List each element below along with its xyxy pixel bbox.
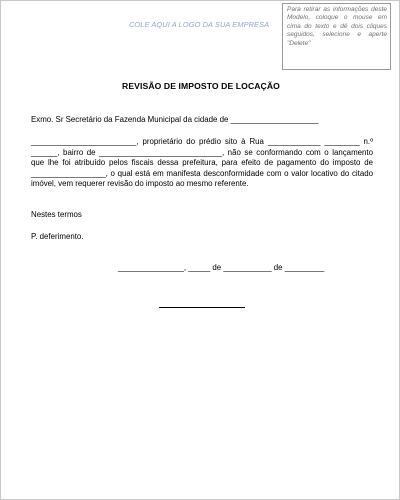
company-logo-placeholder: COLE AQUI A LOGO DA SUA EMPRESA xyxy=(129,20,270,29)
place-date-line: _______________, _____ de ___________ de _________ xyxy=(118,263,325,272)
template-instructions-box: Para retirar as informações deste Modelo, coloque o mouse em cima do texto e dê dois cliques seguidos, selecione e aperte "Delete" xyxy=(282,3,391,70)
signature-line xyxy=(159,307,245,308)
document-title: REVISÃO DE IMPOSTO DE LOCAÇÃO xyxy=(122,81,280,91)
request-body-paragraph: ________________________, proprietário do prédio sito à Rua ____________ ________ n.º ______, bairro de ____________________________, não se conformando com o lançamento que lhe foi atribuído pelos fiscais dessa prefeitura, para efeito de pagamento do imposto de _________________, o qual está em manifesta desconformidade com o valor locativo do citado imóvel, vem requerer revisão do imposto ao mesmo referente. xyxy=(31,137,373,189)
addressee-line: Exmo. Sr Secretário da Fazenda Municipal da cidade de ____________________ xyxy=(31,115,319,124)
deferment-request-text: P. deferimento. xyxy=(31,232,84,241)
closing-text: Nestes termos xyxy=(31,210,82,219)
